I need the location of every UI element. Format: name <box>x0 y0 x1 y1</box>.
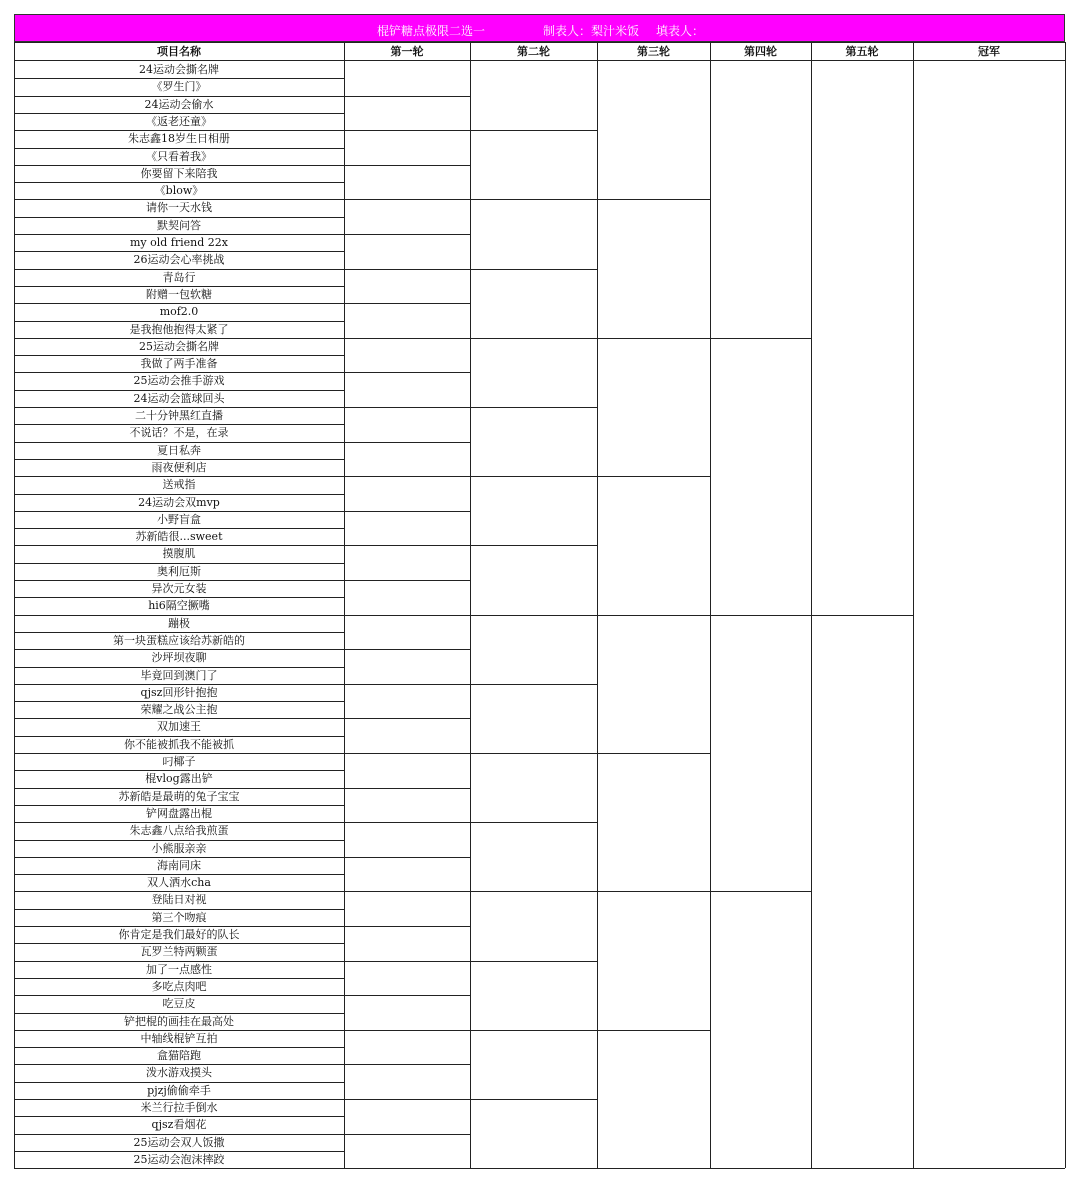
round-1-slot-divider <box>344 718 470 719</box>
item-row-divider <box>14 563 344 564</box>
item-row-divider <box>14 148 344 149</box>
item-name: 雨夜便利店 <box>151 460 207 474</box>
round-1-slot-divider <box>344 130 470 131</box>
round-3-slot-divider <box>597 753 710 754</box>
round-1-slot-divider <box>344 407 470 408</box>
round-1-slot-divider <box>344 476 470 477</box>
item-name: 加了一点感性 <box>146 962 212 976</box>
round-1-slot-divider <box>344 442 470 443</box>
item-row-divider <box>14 1030 344 1031</box>
item-row-divider <box>14 476 344 477</box>
item-name: 泼水游戏摸头 <box>146 1066 212 1080</box>
round-1-slot-divider <box>344 615 470 616</box>
item-name: 不说话？不是，在录 <box>129 426 229 440</box>
round-1-slot-divider <box>344 961 470 962</box>
round-2-slot-divider <box>470 545 597 546</box>
item-row-divider <box>14 269 344 270</box>
grid-line <box>14 42 15 1168</box>
item-name: 异次元女装 <box>151 582 207 595</box>
item-name: 《只看着我》 <box>146 149 212 163</box>
grid-line <box>597 42 598 1168</box>
item-name: 多吃点肉吧 <box>151 979 207 993</box>
round-2-slot-divider <box>470 684 597 685</box>
grid-line <box>14 60 1065 61</box>
round-1-slot-divider <box>344 372 470 373</box>
item-row-divider <box>14 701 344 702</box>
item-name: 夏日私奔 <box>157 443 201 457</box>
item-name: 铲把棍的画挂在最高处 <box>124 1014 234 1028</box>
item-row-divider <box>14 355 344 356</box>
item-row-divider <box>14 1013 344 1014</box>
round-2-slot-divider <box>470 199 597 200</box>
round-1-slot-divider <box>344 649 470 650</box>
item-name: qjsz看烟花 <box>151 1118 207 1132</box>
item-row-divider <box>14 1047 344 1048</box>
item-name: 棍vlog露出铲 <box>145 772 213 786</box>
round-5-slot-divider <box>811 615 913 616</box>
item-name: 25运动会撕名牌 <box>139 339 219 353</box>
round-4-slot-divider <box>710 615 811 616</box>
item-row-divider <box>14 286 344 287</box>
item-name: 摸腹肌 <box>162 547 196 561</box>
round-3-slot-divider <box>597 338 710 339</box>
item-row-divider <box>14 580 344 581</box>
column-header-round-3: 第三轮 <box>637 45 670 58</box>
filler-label: 填表人： <box>656 24 705 38</box>
round-2-slot-divider <box>470 822 597 823</box>
item-row-divider <box>14 909 344 910</box>
round-2-slot-divider <box>470 269 597 270</box>
title-bar <box>14 14 1065 42</box>
item-name: 25运动会双人饭撒 <box>133 1135 225 1149</box>
grid-line <box>470 42 471 1168</box>
item-name: 朱志鑫八点给我煎蛋 <box>129 824 229 838</box>
round-1-slot-divider <box>344 926 470 927</box>
item-name: 海南同床 <box>157 858 201 872</box>
item-name: 《返老还童》 <box>146 114 212 128</box>
item-name: 24运动会篮球回头 <box>133 391 225 405</box>
item-name: my old friend 22x <box>129 236 228 249</box>
column-header-round-2: 第二轮 <box>517 45 550 58</box>
item-name: 叼椰子 <box>162 755 196 768</box>
item-row-divider <box>14 113 344 114</box>
grid-line <box>811 42 812 1168</box>
item-row-divider <box>14 891 344 892</box>
round-1-slot-divider <box>344 788 470 789</box>
item-row-divider <box>14 1082 344 1083</box>
round-1-slot-divider <box>344 580 470 581</box>
round-2-slot-divider <box>470 753 597 754</box>
item-row-divider <box>14 494 344 495</box>
round-2-slot-divider <box>470 961 597 962</box>
grid-line <box>1065 42 1066 1168</box>
item-name: 你不能被抓我不能被抓 <box>124 737 234 751</box>
round-3-slot-divider <box>597 891 710 892</box>
item-name: 24运动会双mvp <box>138 495 220 509</box>
round-2-slot-divider <box>470 891 597 892</box>
item-name: 我做了两手准备 <box>140 357 218 371</box>
item-name: 请你一天水钱 <box>146 201 212 215</box>
item-row-divider <box>14 1134 344 1135</box>
round-1-slot-divider <box>344 545 470 546</box>
item-row-divider <box>14 615 344 616</box>
item-row-divider <box>14 1099 344 1100</box>
item-row-divider <box>14 96 344 97</box>
maker-label: 制表人：梨汁米饭 <box>543 24 640 38</box>
round-1-slot-divider <box>344 1030 470 1031</box>
item-row-divider <box>14 874 344 875</box>
round-1-slot-divider <box>344 303 470 304</box>
round-2-slot-divider <box>470 1030 597 1031</box>
column-header-round-5: 第五轮 <box>845 45 879 58</box>
item-row-divider <box>14 684 344 685</box>
item-name: 是我抱他抱得太紧了 <box>129 322 229 336</box>
item-row-divider <box>14 1116 344 1117</box>
item-name: 苏新皓很...sweet <box>135 530 223 544</box>
round-1-slot-divider <box>344 995 470 996</box>
item-name: 沙坪坝夜聊 <box>151 651 207 665</box>
item-row-divider <box>14 165 344 166</box>
round-1-slot-divider <box>344 269 470 270</box>
item-name: 你肯定是我们最好的队长 <box>118 928 240 941</box>
item-name: 登陆日对视 <box>151 893 207 907</box>
item-row-divider <box>14 649 344 650</box>
item-name: 双人洒水cha <box>147 876 211 890</box>
round-1-slot-divider <box>344 1099 470 1100</box>
item-name: 附赠一包软糖 <box>146 287 212 301</box>
item-row-divider <box>14 199 344 200</box>
item-name: 蹦极 <box>168 616 190 630</box>
round-1-slot-divider <box>344 857 470 858</box>
item-name: 双加速王 <box>157 720 201 734</box>
round-1-slot-divider <box>344 1134 470 1135</box>
item-row-divider <box>14 753 344 754</box>
item-row-divider <box>14 632 344 633</box>
item-name: 荣耀之战公主抱 <box>140 703 218 717</box>
item-row-divider <box>14 424 344 425</box>
item-name: 26运动会心率挑战 <box>133 253 225 267</box>
item-row-divider <box>14 372 344 373</box>
round-3-slot-divider <box>597 1030 710 1031</box>
item-name: 你要留下来陪我 <box>140 166 218 180</box>
item-row-divider <box>14 545 344 546</box>
round-1-slot-divider <box>344 511 470 512</box>
round-3-slot-divider <box>597 199 710 200</box>
item-name: 小野盲盒 <box>157 512 201 526</box>
item-row-divider <box>14 667 344 668</box>
item-name: pjzj偷偷牵手 <box>147 1083 211 1097</box>
round-1-slot-divider <box>344 199 470 200</box>
item-row-divider <box>14 597 344 598</box>
item-row-divider <box>14 1151 344 1152</box>
item-row-divider <box>14 390 344 391</box>
item-row-divider <box>14 978 344 979</box>
item-name: 奥利厄斯 <box>157 564 201 578</box>
item-name: 米兰行拉手倒水 <box>140 1101 218 1114</box>
round-2-slot-divider <box>470 407 597 408</box>
round-2-slot-divider <box>470 615 597 616</box>
column-header-item-name: 项目名称 <box>157 45 201 58</box>
item-name: 吃豆皮 <box>162 997 196 1011</box>
round-1-slot-divider <box>344 234 470 235</box>
round-2-slot-divider <box>470 476 597 477</box>
round-4-slot-divider <box>710 891 811 892</box>
bracket-title: 棍铲糖点极限二选一 <box>377 24 486 38</box>
item-row-divider <box>14 303 344 304</box>
item-row-divider <box>14 338 344 339</box>
item-name: 小熊服亲亲 <box>151 841 207 855</box>
round-1-slot-divider <box>344 1064 470 1065</box>
grid-line <box>14 42 1065 43</box>
item-row-divider <box>14 822 344 823</box>
column-header-champion: 冠军 <box>978 45 1000 58</box>
item-row-divider <box>14 407 344 408</box>
item-name: 瓦罗兰特两颗蛋 <box>140 945 218 959</box>
item-row-divider <box>14 961 344 962</box>
item-row-divider <box>14 736 344 737</box>
round-1-slot-divider <box>344 753 470 754</box>
round-2-slot-divider <box>470 338 597 339</box>
item-name: 第一块蛋糕应该给苏新皓的 <box>113 633 245 647</box>
round-1-slot-divider <box>344 96 470 97</box>
item-row-divider <box>14 182 344 183</box>
item-name: 送戒指 <box>162 478 196 492</box>
item-name: 《罗生门》 <box>151 80 207 94</box>
item-name: qjsz回形针抱抱 <box>140 685 218 699</box>
round-3-slot-divider <box>597 476 710 477</box>
round-1-slot-divider <box>344 165 470 166</box>
item-name: 24运动会撕名牌 <box>139 63 219 76</box>
item-name: mof2.0 <box>159 305 199 319</box>
item-name: 25运动会泡沫摔跤 <box>133 1152 225 1166</box>
item-name: 中轴线棍铲互拍 <box>140 1031 218 1045</box>
item-row-divider <box>14 718 344 719</box>
item-row-divider <box>14 1064 344 1065</box>
item-name: 二十分钟黑红直播 <box>135 409 223 422</box>
item-row-divider <box>14 926 344 927</box>
item-name: 毕竟回到澳门了 <box>140 668 218 682</box>
item-row-divider <box>14 459 344 460</box>
item-row-divider <box>14 857 344 858</box>
item-name: 24运动会偷水 <box>144 97 214 111</box>
item-name: 盒猫陪跑 <box>157 1049 201 1063</box>
round-1-slot-divider <box>344 891 470 892</box>
item-row-divider <box>14 78 344 79</box>
item-name: 第三个吻痕 <box>151 910 207 924</box>
round-1-slot-divider <box>344 338 470 339</box>
bracket-sheet <box>14 14 1065 1170</box>
round-3-slot-divider <box>597 615 710 616</box>
item-row-divider <box>14 528 344 529</box>
item-row-divider <box>14 943 344 944</box>
item-row-divider <box>14 840 344 841</box>
item-name: 苏新皓是最萌的兔子宝宝 <box>118 789 240 803</box>
item-row-divider <box>14 234 344 235</box>
item-name: hi6隔空撅嘴 <box>148 599 210 613</box>
item-row-divider <box>14 321 344 322</box>
item-name: 朱志鑫18岁生日相册 <box>128 132 230 146</box>
grid-line <box>344 42 345 1168</box>
round-1-slot-divider <box>344 684 470 685</box>
item-row-divider <box>14 995 344 996</box>
grid-line <box>710 42 711 1168</box>
item-row-divider <box>14 805 344 806</box>
item-name: 25运动会推手游戏 <box>133 374 225 388</box>
column-header-round-1: 第一轮 <box>390 45 424 58</box>
item-row-divider <box>14 442 344 443</box>
item-name: 《blow》 <box>154 184 204 198</box>
item-name: 铲网盘露出棍 <box>146 806 212 820</box>
grid-line <box>913 42 914 1168</box>
item-name: 青岛行 <box>162 270 196 284</box>
round-2-slot-divider <box>470 1099 597 1100</box>
round-4-slot-divider <box>710 338 811 339</box>
item-row-divider <box>14 217 344 218</box>
column-header-round-4: 第四轮 <box>744 45 777 58</box>
item-row-divider <box>14 130 344 131</box>
item-row-divider <box>14 788 344 789</box>
round-2-slot-divider <box>470 130 597 131</box>
item-row-divider <box>14 251 344 252</box>
item-name: 默契问答 <box>157 218 201 232</box>
round-1-slot-divider <box>344 822 470 823</box>
item-row-divider <box>14 511 344 512</box>
grid-line <box>14 1168 1065 1169</box>
item-row-divider <box>14 770 344 771</box>
